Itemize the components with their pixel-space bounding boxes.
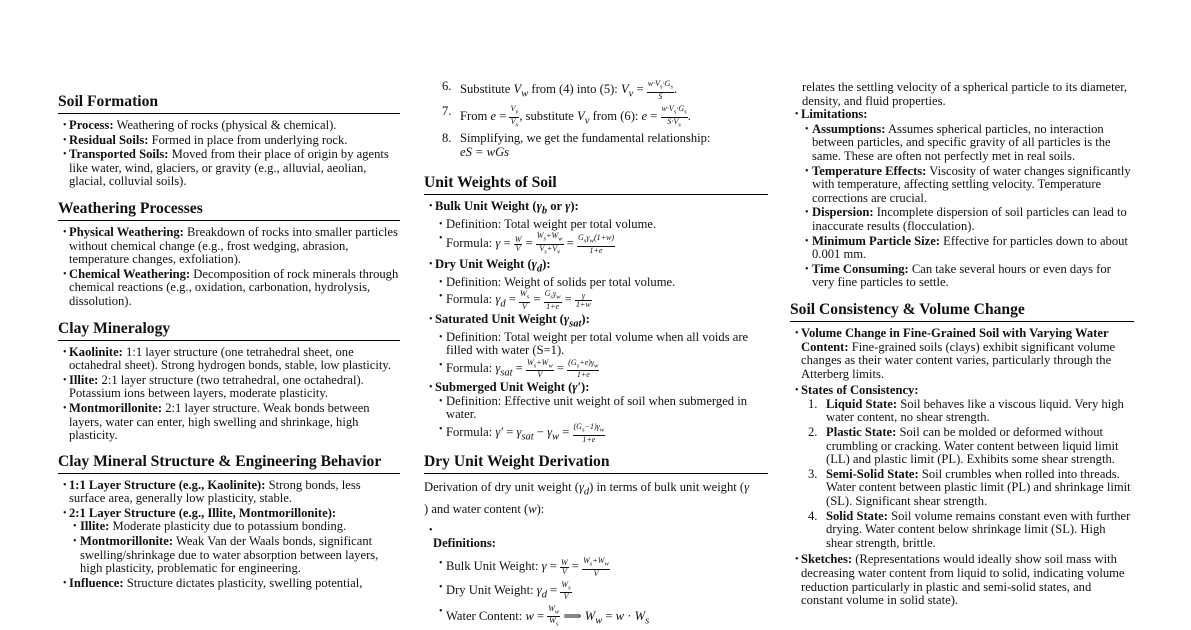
list-item: • Chemical Weathering: Decomposition of rock minerals through chemical reactions (e.g., oxidation, carbonation, hydrolysis, dissolution). xyxy=(58,268,400,309)
heading-clay-mineralogy: Clay Mineralogy xyxy=(58,320,400,341)
list-item: • Formula: $\gamma' = \gamma_{sat} - \gamma_w$ = $\frac{(G_s-1)\gamma_w}{1+e}$ xyxy=(435,423,768,444)
list-item: • Saturated Unit Weight $(\gamma_{sat})$: • Definition: Total weight per total volume when all voids are filled with water (S=1). • Formula: $\gamma_{sat}$ = $\frac{W_s+W_w}{V}$ = $\frac{(G_s+e)\gamma_w}{1+e}$ xyxy=(424,313,768,381)
paragraph: relates the settling velocity of a spherical particle to its diameter, density, and fluid properties. xyxy=(802,80,1128,108)
list-item: • Dry Unit Weight $(\gamma_d)$: • Definition: Weight of solids per total volume. • Formula: $\gamma_d$ = $\frac{W_s}{V}$ = $G_s\gamma_w$ 1+e = $\frac{\gamma}{1+w}$ xyxy=(424,258,768,312)
clay-structure-list xyxy=(58,479,400,591)
sub-list xyxy=(69,520,400,575)
sub-list xyxy=(435,331,768,380)
heading-soil-formation: Soil Formation xyxy=(58,93,400,114)
list-item: • Bulk Unit Weight ($\gamma_b$ or γ): • Definition: Total weight per total volume. • Formula: γ = $\frac{W}{V}$ = $\frac{W_s+W_w}{V_s+V_v}$ = $G_s\gamma_w(1+w)$ 1+e xyxy=(424,200,768,257)
sub-list xyxy=(435,557,768,629)
list-item: • Volume Change in Fine-Grained Soil with Varying Water Content: Fine-grained soils (clays) exhibit significant volume changes as their water content varies, particularly through the Atterberg limits. xyxy=(790,327,1134,381)
step-item: 7. From e = $\frac{V_v}{V_s}$ , substitute $V_v$ from (6): e = $\frac{w\cdot V_s\cdot G_s}{S\cdot V_s}$ . xyxy=(442,104,691,129)
derivation-list xyxy=(424,524,768,629)
sub-list xyxy=(801,123,1134,290)
list-item: 3. Semi-Solid State: Soil crumbles when rolled into threads. Water content between plastic limit (PL) and shrinkage limit (SL). Significant shear strength. xyxy=(808,466,1131,509)
list-item: • Montmorillonite: 2:1 layer structure. Weak bonds between layers, water can enter, high swelling and shrinkage, high plasticity. xyxy=(58,402,400,443)
sub-list xyxy=(435,218,768,257)
list-item: 2. Plastic State: Soil can be molded or deformed without crumbling or cracking. Water content between liquid limit (LL) and plastic limit (PL). Exhibits some shear strength. xyxy=(808,425,1119,467)
sub-list xyxy=(435,276,768,312)
derivation-steps xyxy=(424,80,768,160)
list-item: • States of Consistency: 1. Liquid State: Soil behaves like a viscous liquid. Very high water content, no shear strength. 2. Plastic State: Soil can be molded or deformed without crumbling or cracking. Water content between liquid limit (LL) and plastic limit (PL). Exhibits some shear strength. 3. Semi-Solid State: Soil crumbles when rolled into threads. Water content between plastic limit (PL) and shrinkage limit (SL). Significant shear strength. 4. Solid State: Soil volume remains constant even with further drying. Water content below shrinkage limit (SL). High shear strength, brittle. xyxy=(790,384,1134,550)
column-1 xyxy=(58,0,400,591)
list-item: • Sketches: (Representations would ideally show soil mass with decreasing water content from liquid to solid, indicating volume reduction particularly in plastic and semi-solid states, and constant volume in solid state). xyxy=(790,553,1134,607)
list-item: • 1:1 Layer Structure (e.g., Kaolinite): Strong bonds, less surface area, generally low plasticity, stable. xyxy=(58,479,400,506)
list-item: • 2:1 Layer Structure (e.g., Illite, Montmorillonite): • Illite: Moderate plasticity due to potassium bonding. • Montmorillonite: Weak Van der Waals bonds, significant swelling/shrinkage due to water absorption between layers, high plasticity, problematic for engineering. xyxy=(58,507,400,576)
list-item: • Minimum Particle Size: Effective for particles down to about 0.001 mm. xyxy=(801,235,1134,262)
derivation-intro: Derivation of dry unit weight $(\gamma_d)$ in terms of bulk unit weight (γ ) and water content (w): xyxy=(424,480,750,516)
list-item: • Definitions: • Bulk Unit Weight: γ = $\frac{W}{V}$ = $\frac{W_s+W_w}{V}$ • Dry Unit Weight: $\gamma_d$ = $\frac{W_s}{V}$ • Water Content: w = $\frac{W_w}{W_s}$ ⟹ $W_w = w \cdot W_s$ xyxy=(424,524,768,629)
list-item: 1. Liquid State: Soil behaves like a viscous liquid. Very high water content, no shear strength. xyxy=(808,396,1124,425)
list-item: • Temperature Effects: Viscosity of water changes significantly with temperature, affecting settling velocity. Temperature corrections are crucial. xyxy=(801,165,1134,206)
step-item: 8. Simplifying, we get the fundamental relationship: eS = wGs xyxy=(442,131,711,160)
list-item: 4. Solid State: Soil volume remains constant even with further drying. Water content below shrinkage limit (SL). High shear strength, brittle. xyxy=(808,508,1131,550)
list-item: • Transported Soils: Moved from their place of origin by agents like water, wind, glaciers, or gravity (e.g., alluvial, aeolian, glacial, colluvial soils). xyxy=(58,148,400,189)
column-3 xyxy=(790,0,1134,609)
heading-clay-structure: Clay Mineral Structure & Engineering Behavior xyxy=(58,453,400,474)
list-item: • Assumptions: Assumes spherical particles, no interaction between particles, and specific gravity of all particles is the same. These are often not perfectly met in real soils. xyxy=(801,123,1134,164)
list-item: • Bulk Unit Weight: γ = $\frac{W}{V}$ = $\frac{W_s+W_w}{V}$ xyxy=(435,557,768,578)
weathering-list xyxy=(58,226,400,309)
consistency-list xyxy=(790,327,1134,608)
states-list xyxy=(790,398,1134,551)
list-item: • Illite: Moderate plasticity due to potassium bonding. xyxy=(69,520,400,534)
list-item: • Formula: γ = $\frac{W}{V}$ = $\frac{W_s+W_w}{V_s+V_v}$ = $G_s\gamma_w(1+w)$ 1+e xyxy=(435,232,768,256)
heading-unit-weights: Unit Weights of Soil xyxy=(424,174,768,195)
list-item: • Limitations: • Assumptions: Assumes spherical particles, no interaction between particles, and specific gravity of all particles is the same. These are often not perfectly met in real soils. • Temperature Effects: Viscosity of water changes significantly with temperature, affecting settling velocity. Temperature corrections are crucial. • Dispersion: Incomplete dispersion of soil particles can lead to inaccurate results (flocculation). • Minimum Particle Size: Effective for particles down to about 0.001 mm. • Time Consuming: Can take several hours or even days for very fine particles to settle. xyxy=(790,108,1134,290)
list-item: • Residual Soils: Formed in place from underlying rock. xyxy=(58,134,400,148)
list-item: • Definition: Total weight per total volume. xyxy=(435,218,768,232)
list-item: • Process: Weathering of rocks (physical & chemical). xyxy=(58,119,400,133)
list-item: • Submerged Unit Weight (γ′): • Definition: Effective unit weight of soil when submerged in water. • Formula: $\gamma' = \gamma_{sat} - \gamma_w$ = $\frac{(G_s-1)\gamma_w}{1+e}$ xyxy=(424,381,768,444)
heading-weathering: Weathering Processes xyxy=(58,200,400,221)
list-item: • Dry Unit Weight: $\gamma_d$ = $\frac{W_s}{V}$ xyxy=(435,581,768,602)
limitations-list xyxy=(790,108,1134,290)
list-item: • Kaolinite: 1:1 layer structure (one tetrahedral sheet, one octahedral sheet). Strong hydrogen bonds, stable, low plasticity. xyxy=(58,346,400,373)
list-item: • Montmorillonite: Weak Van der Waals bonds, significant swelling/shrinkage due to water absorption between layers, high plasticity, problematic for engineering. xyxy=(69,535,400,576)
sub-list xyxy=(435,395,768,444)
list-item: • Influence: Structure dictates plasticity, swelling potential, xyxy=(58,577,400,591)
list-item: • Definition: Weight of solids per total volume. xyxy=(435,276,768,290)
list-item: • Formula: $\gamma_{sat}$ = $\frac{W_s+W_w}{V}$ = $\frac{(G_s+e)\gamma_w}{1+e}$ xyxy=(435,359,768,380)
list-item: • Formula: $\gamma_d$ = $\frac{W_s}{V}$ = $G_s\gamma_w$ 1+e = $\frac{\gamma}{1+w}$ xyxy=(435,290,768,311)
list-item: • Physical Weathering: Breakdown of rocks into smaller particles without chemical change (e.g., frost wedging, abrasion, temperature changes, exfoliation). xyxy=(58,226,400,267)
heading-dry-unit-derivation: Dry Unit Weight Derivation xyxy=(424,453,768,474)
column-2 xyxy=(424,0,768,630)
list-item: • Illite: 2:1 layer structure (two tetrahedral, one octahedral). Potassium ions between layers, moderate plasticity. xyxy=(58,374,400,401)
list-item: • Dispersion: Incomplete dispersion of soil particles can lead to inaccurate results (flocculation). xyxy=(801,206,1134,233)
list-item: • Definition: Effective unit weight of soil when submerged in water. xyxy=(435,395,768,422)
list-item: • Water Content: w = $\frac{W_w}{W_s}$ ⟹ $W_w = w \cdot W_s$ xyxy=(435,605,768,629)
list-item: • Time Consuming: Can take several hours or even days for very fine particles to settle. xyxy=(801,263,1134,290)
unit-weights-list xyxy=(424,200,768,445)
heading-consistency: Soil Consistency & Volume Change xyxy=(790,301,1134,322)
soil-formation-list xyxy=(58,119,400,189)
clay-mineralogy-list xyxy=(58,346,400,443)
list-item: • Definition: Total weight per total volume when all voids are filled with water (S=1). xyxy=(435,331,768,358)
step-item: 6. Substitute $V_w$ from (4) into (5): $V_v$ = $\frac{w\cdot V_s\cdot G_s}{S}$ . xyxy=(442,79,678,101)
